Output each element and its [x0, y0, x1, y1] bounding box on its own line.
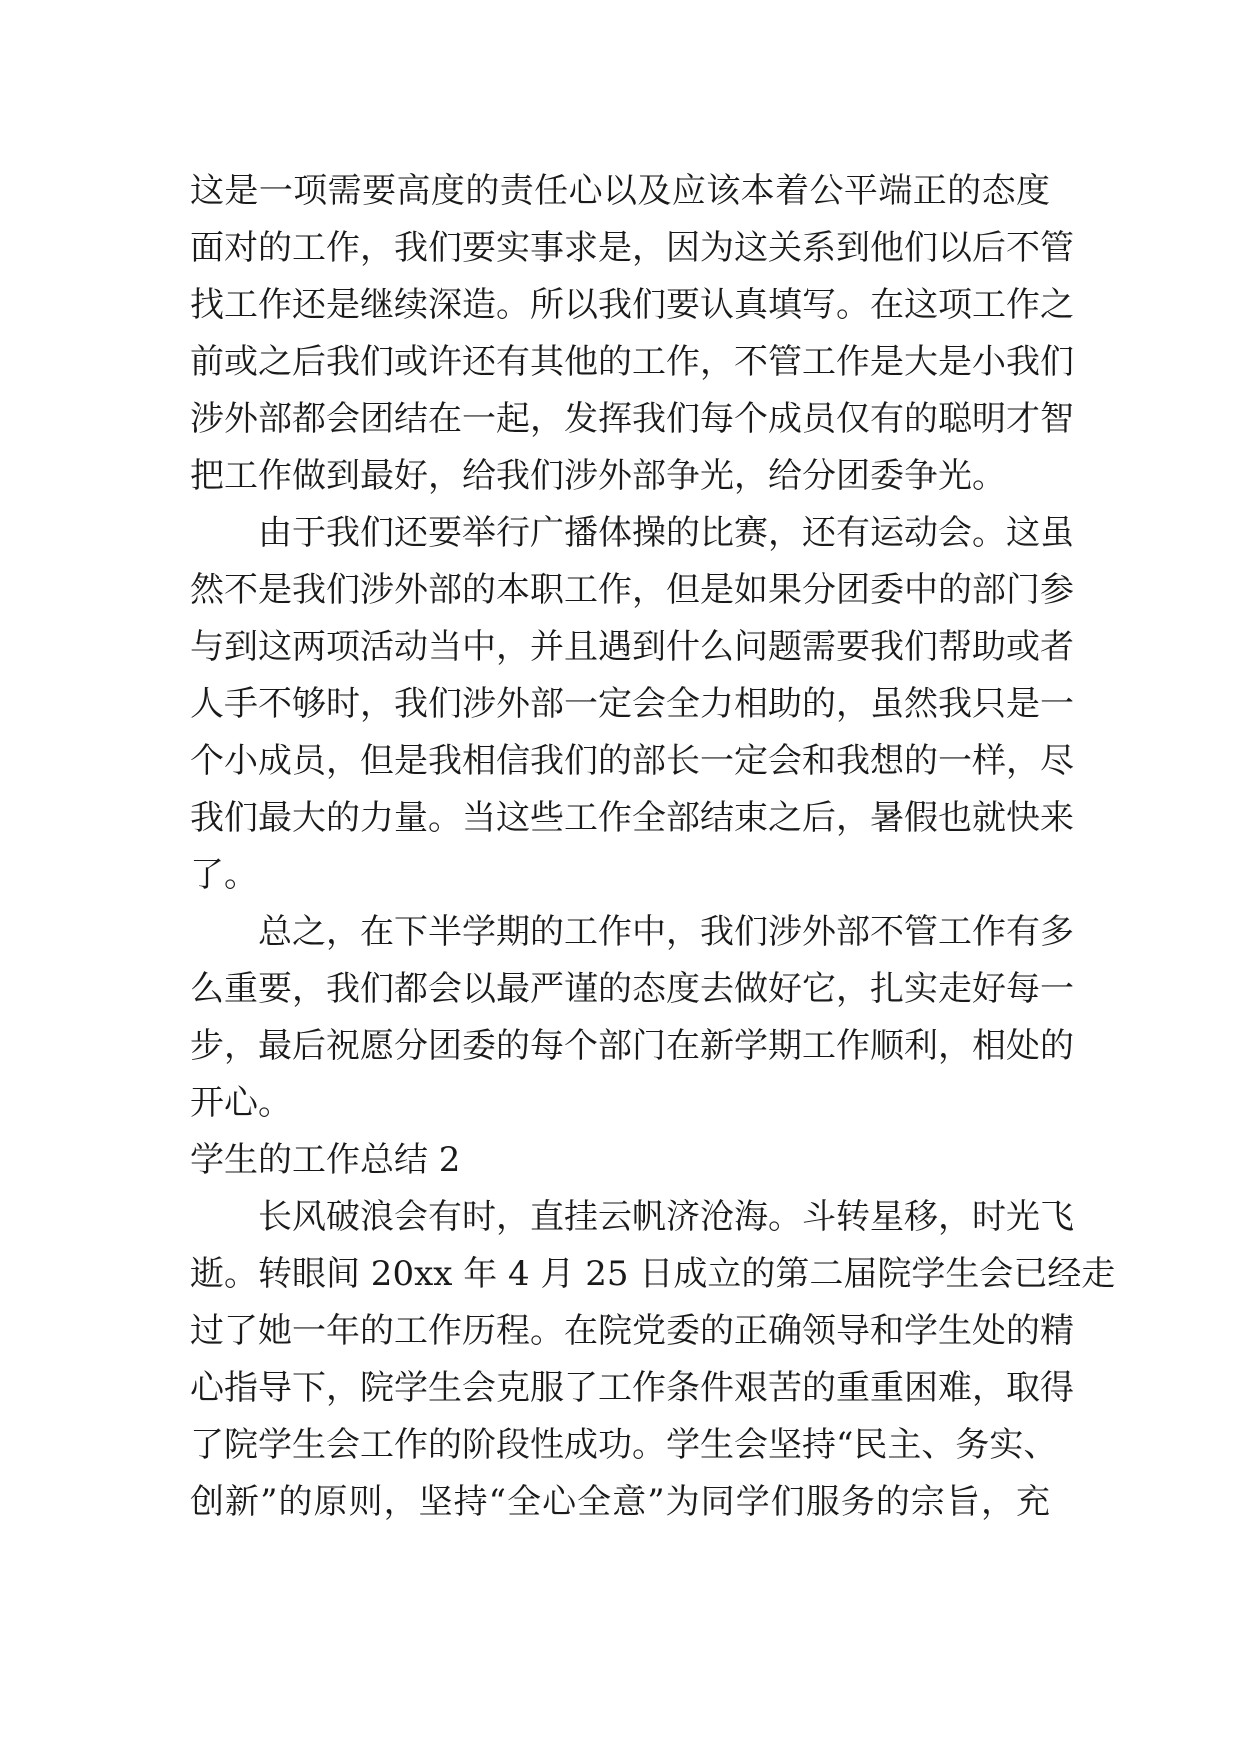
- body-text-line: 步，最后祝愿分团委的每个部门在新学期工作顺利，相处的: [190, 1026, 1074, 1066]
- body-text-line: 过了她一年的工作历程。在院党委的正确领导和学生处的精: [190, 1311, 1074, 1351]
- body-text-line: 了院学生会工作的阶段性成功。学生会坚持“民主、务实、: [190, 1425, 1058, 1465]
- body-text-line: 人手不够时，我们涉外部一定会全力相助的，虽然我只是一: [190, 684, 1074, 724]
- section-heading: 学生的工作总结 2: [190, 1140, 461, 1180]
- body-text-line: 与到这两项活动当中，并且遇到什么问题需要我们帮助或者: [190, 627, 1074, 667]
- paragraph-first-line: 由于我们还要举行广播体操的比赛，还有运动会。这虽: [258, 513, 1074, 553]
- body-text-line: 心指导下，院学生会克服了工作条件艰苦的重重困难，取得: [190, 1368, 1074, 1408]
- body-text-line: 么重要，我们都会以最严谨的态度去做好它，扎实走好每一: [190, 969, 1074, 1009]
- body-text-line: 逝。转眼间 20xx 年 4 月 25 日成立的第二届院学生会已经走: [190, 1254, 1116, 1294]
- body-text-line: 个小成员，但是我相信我们的部长一定会和我想的一样，尽: [190, 741, 1074, 781]
- body-text-line: 面对的工作，我们要实事求是，因为这关系到他们以后不管: [190, 228, 1074, 268]
- body-text-line: 开心。: [190, 1083, 292, 1123]
- body-text-line: 然不是我们涉外部的本职工作，但是如果分团委中的部门参: [190, 570, 1074, 610]
- body-text-line: 这是一项需要高度的责任心以及应该本着公平端正的态度: [190, 171, 1050, 211]
- body-text-line: 了。: [190, 855, 258, 895]
- paragraph-first-line: 长风破浪会有时，直挂云帆济沧海。斗转星移，时光飞: [258, 1197, 1074, 1237]
- body-text-line: 涉外部都会团结在一起，发挥我们每个成员仅有的聪明才智: [190, 399, 1074, 439]
- body-text-line: 前或之后我们或许还有其他的工作，不管工作是大是小我们: [190, 342, 1074, 382]
- body-text-line: 我们最大的力量。当这些工作全部结束之后，暑假也就快来: [190, 798, 1074, 838]
- body-text-line: 把工作做到最好，给我们涉外部争光，给分团委争光。: [190, 456, 1006, 496]
- body-text-line: 找工作还是继续深造。所以我们要认真填写。在这项工作之: [190, 285, 1074, 325]
- paragraph-first-line: 总之，在下半学期的工作中，我们涉外部不管工作有多: [258, 912, 1074, 952]
- body-text-line: 创新”的原则，坚持“全心全意”为同学们服务的宗旨，充: [190, 1482, 1050, 1522]
